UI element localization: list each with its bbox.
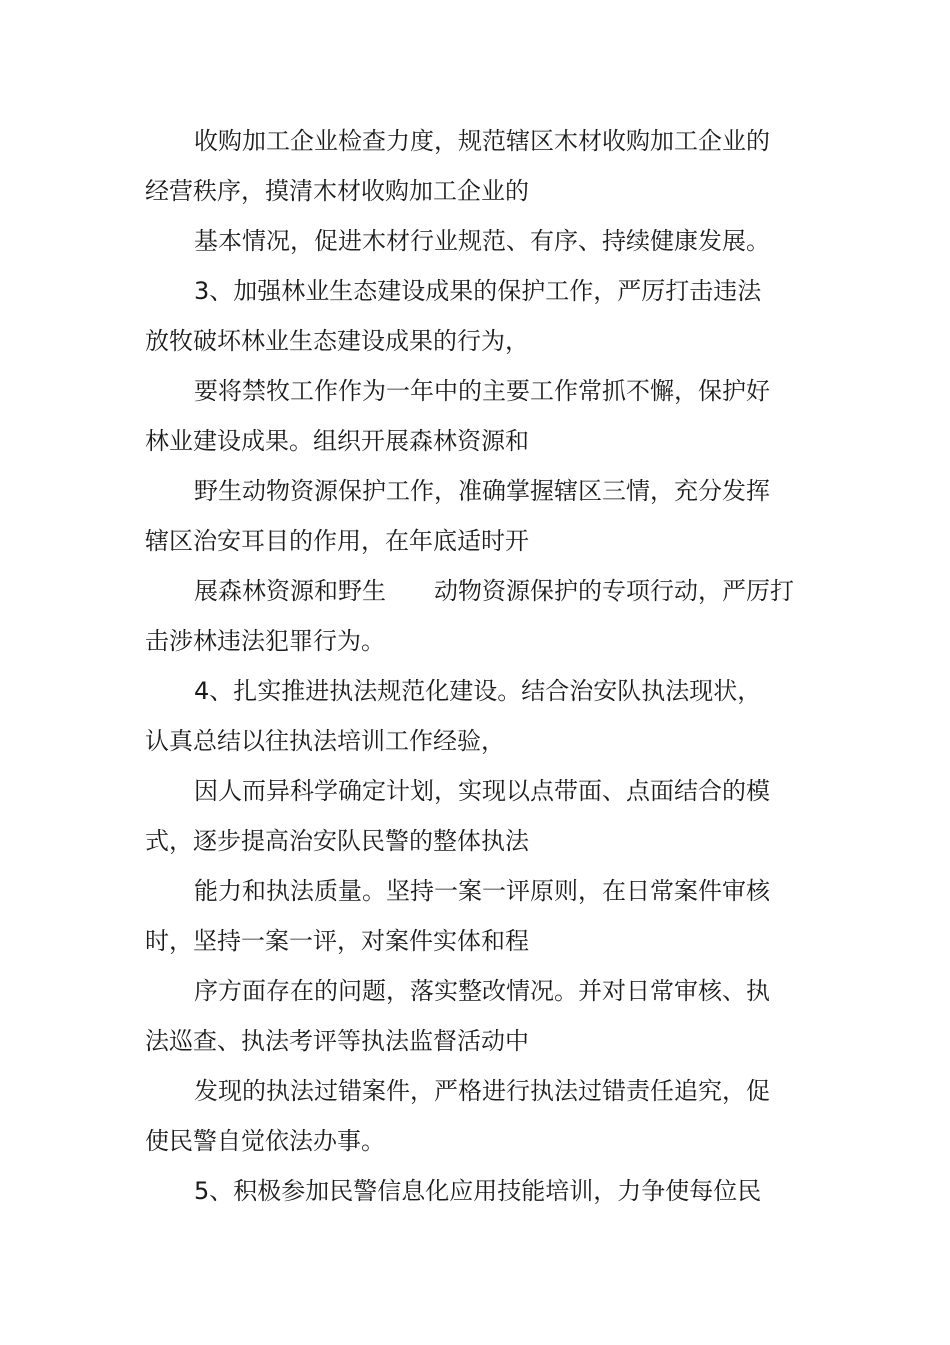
text-line: 基本情况，促进木材行业规范、有序、持续健康发展。	[194, 227, 770, 255]
text-line: 3、加强林业生态建设成果的保护工作，严厉打击违法	[194, 277, 762, 305]
text-line: 辖区治安耳目的作用，在年底适时开	[145, 527, 529, 555]
text-line: 使民警自觉依法办事。	[145, 1127, 385, 1155]
text-line: 野生动物资源保护工作，准确掌握辖区三情，充分发挥	[194, 477, 770, 505]
text-line: 收购加工企业检查力度，规范辖区木材收购加工企业的	[194, 127, 770, 155]
text-line: 式，逐步提高治安队民警的整体执法	[145, 827, 529, 855]
text-line: 法巡查、执法考评等执法监督活动中	[145, 1027, 529, 1055]
text-line: 击涉林违法犯罪行为。	[145, 627, 385, 655]
text-line: 认真总结以往执法培训工作经验，	[145, 727, 505, 755]
text-line: 能力和执法质量。坚持一案一评原则，在日常案件审核	[194, 877, 770, 905]
text-line: 序方面存在的问题，落实整改情况。并对日常审核、执	[194, 977, 770, 1005]
text-line: 因人而异科学确定计划，实现以点带面、点面结合的模	[194, 777, 770, 805]
text-line: 发现的执法过错案件，严格进行执法过错责任追究，促	[194, 1077, 770, 1105]
text-line: 5、积极参加民警信息化应用技能培训，力争使每位民	[194, 1177, 762, 1205]
text-line: 时，坚持一案一评，对案件实体和程	[145, 927, 529, 955]
text-line: 经营秩序，摸清木材收购加工企业的	[145, 177, 529, 205]
text-line: 4、扎实推进执法规范化建设。结合治安队执法现状，	[194, 677, 762, 705]
text-line: 林业建设成果。组织开展森林资源和	[145, 427, 529, 455]
text-line: 展森林资源和野生 动物资源保护的专项行动，严厉打	[194, 577, 794, 605]
text-line: 放牧破坏林业生态建设成果的行为，	[145, 327, 529, 355]
text-line: 要将禁牧工作作为一年中的主要工作常抓不懈，保护好	[194, 377, 770, 405]
